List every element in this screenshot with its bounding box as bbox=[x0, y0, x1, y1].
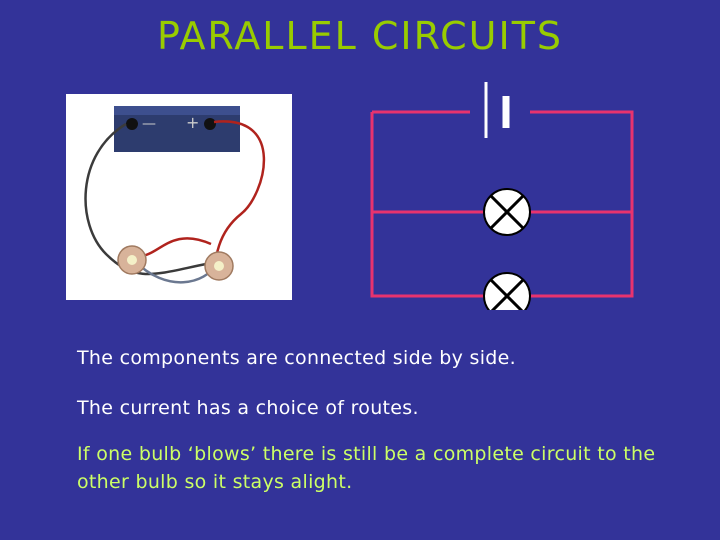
lamp-cross-icon bbox=[484, 273, 530, 310]
slide-title: PARALLEL CIRCUITS bbox=[156, 14, 564, 58]
battery-terminal-positive bbox=[204, 118, 216, 130]
text-line-current: The current has a choice of routes. bbox=[77, 397, 419, 419]
battery-cell-icon bbox=[470, 82, 530, 138]
photo-illustration bbox=[66, 94, 292, 300]
circuit-photo bbox=[66, 94, 292, 300]
text-line-components: The components are connected side by side. bbox=[77, 347, 516, 369]
battery-plus-label: + bbox=[186, 113, 200, 132]
photo-red-wire-b bbox=[134, 238, 211, 255]
text-line-bulb-blows: If one bulb ‘blows’ there is still be a complete circuit to the other bulb so it stays alight. bbox=[77, 443, 656, 493]
circuit-schematic bbox=[360, 78, 640, 310]
battery-terminal-negative bbox=[126, 118, 138, 130]
photo-battery-top bbox=[114, 106, 240, 115]
lamp-cross-icon bbox=[484, 189, 530, 235]
parallel-circuit-diagram bbox=[360, 78, 640, 310]
photo-bulb-left bbox=[127, 255, 137, 265]
battery-minus-label: — bbox=[142, 116, 156, 132]
photo-bulb-right bbox=[214, 261, 224, 271]
